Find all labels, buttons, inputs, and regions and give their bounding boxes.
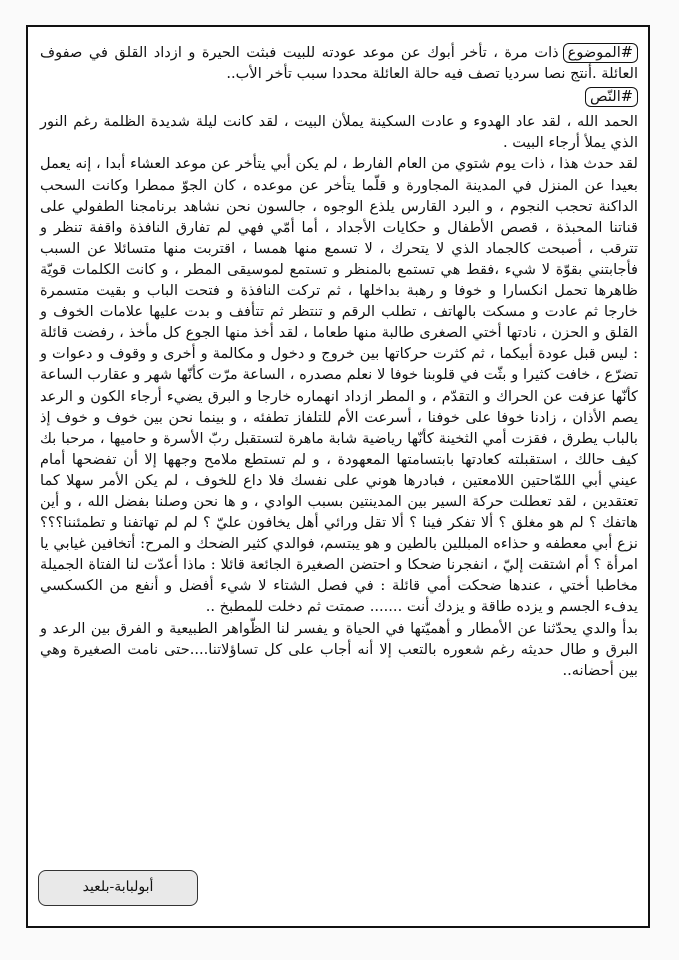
paragraph-story: لقد حدث هذا ، ذات يوم شتوي من العام الفارط ، لم يكن أبي يتأخر عن موعد العشاء أبدا ، إنه يعمل بعيدا عن المنزل في المدينة المجاورة و قلّما يتأخر عن موعده ، كان الجوّ ممطرا وكانت السحب الداكنة تحجب النجوم ، و البرد القارس يلذع الوجوه ، جالسون نحن نشاهد برنامجنا الطفولي على قناتنا المحبذة ، قصص الأطفال و حكايات الأجداد ، أما أمّي فهي لم تفارق النافذة واقفة تنظر و تترقب ، أصبحت كالجماد الذي لا يتحرك ، لا تسمع منها همسا ، اقتربت منها متسائلا عن السبب فأجابتني بقوّة لا شيء ،فقط هي تستمع بالمنظر و تستمع لموسيقى المطر ، و كانت الكلمات قويّة ظاهرها تحمل انكسارا و خوفا و رهبة بداخلها ، ثم تركت النافذة و فتحت الباب و بقيت متسمرة خارجا ثم عادت و مسكت بالهاتف ، تطلب الرقم و تنتظر ثم تتأفف و بدت عليها علامات الخوف و القلق و الحزن ، نادتها أختي الصغرى طالبة منها طعاما ، لقد أخذ منها الجوع كل مأخذ ، رفضت قائلة : ليس قبل عودة أبيكما ، ثم كثرت حركاتها بين خروج و دخول و مكالمة و أخرى و وقوف و دعوات و تضرّع ، خافت كثيرا و بثّت في قلوبنا خوفا لا نعلم مصدره ، الساعة مرّت كأنّها شهر و عقارب الساعة كأنّها عزفت عن الحراك و التقدّم ، و المطر ازداد انهماره خارجا و البرق يضيء أرجاء الكون و الرعد يصم الأذان ، زادنا خوفا على خوفنا ، أسرعت الأم للتلفاز تطفئه ، و بينما نحن بين خوف و خوف إذ بالباب يطرق ، فقزت أمي الثخينة كأنّها رياضية شابة ماهرة لتستقبل ربّ الأسرة و حاميها ، مرحبا بك كيف حالك ، استقبلته كعادتها بابتسامتها المعهودة ، و لم تستطع ملامح وجهها إلا أن تفضحها أمام عيني أبي اللمّاحتين اللامعتين ، فبادرها هوني على نفسك فلا داع للخوف ، لم يكن الأمر سهلا كما تعتقدين ، لقد تعطلت حركة السير بين المدينتين بسبب الوادي ، و ها نحن وصلنا بفضل الله ، و أين هاتفك ؟ لم هو مغلق ؟ ألا تفكر فينا ؟ ألا تقل ورائي أهل يخافون عليّ ؟ لم لم تهاتفنا و تطمئننا؟؟؟ نزع أبي معطفه و حذاءه المبللين بالطين و هو يبتسم، فوالدي كثير الضحك و المرح: أتخافين غيابي يا امرأة ؟ أم اشتقت إليّ ، انفجرنا ضحكا و احتضن الصغيرة الجائعة قائلا : ماذا أعدّت لنا الفتاة الجميلة مخاطبا أختي ، عندها ضحكت أمي قائلة : في فصل الشتاء لا شيء أفضل و أنفع من الكسكسي يدفء الجسم و يزده طاقة و يزدك أنت ....... صمتت ثم دخلت للمطبخ ..: [40, 155, 638, 616]
author-signature: أبولبابة-بلعيد: [82, 879, 154, 895]
text-tag: #النّص: [585, 87, 638, 107]
paragraph-ending: بدأ والدي يحدّثنا عن الأمطار و أهميّتها في الحياة و يفسر لنا الظّواهر الطبيعية و الفرق بين الرعد و البرق و طال حديثه رغم شعوره بالتعب إلا أنه أجاب على كل تساؤلاتنا....حتى نامت الصغيرة وهي بين أحضانه..: [40, 619, 638, 679]
subject-tag: #الموضوع: [563, 43, 638, 63]
document-body: [40, 42, 638, 681]
assignment-statement: [40, 42, 638, 84]
author-signature-box: [38, 870, 198, 906]
text-heading-line: [40, 86, 638, 107]
paragraph-intro: الحمد الله ، لقد عاد الهدوء و عادت السكينة يملأن البيت ، لقد كانت ليلة شديدة الظلمة رغم النور الذي يملأ أرجاء البيت .: [40, 113, 638, 152]
subject-text: ذات مرة ، تأخر أبوك عن موعد عودته للبيت فبثت الحيرة و ازداد القلق في صفوف العائلة .أنتج نصا سرديا تصف فيه حالة العائلة محددا سبب تأخر الأب..: [40, 44, 638, 83]
